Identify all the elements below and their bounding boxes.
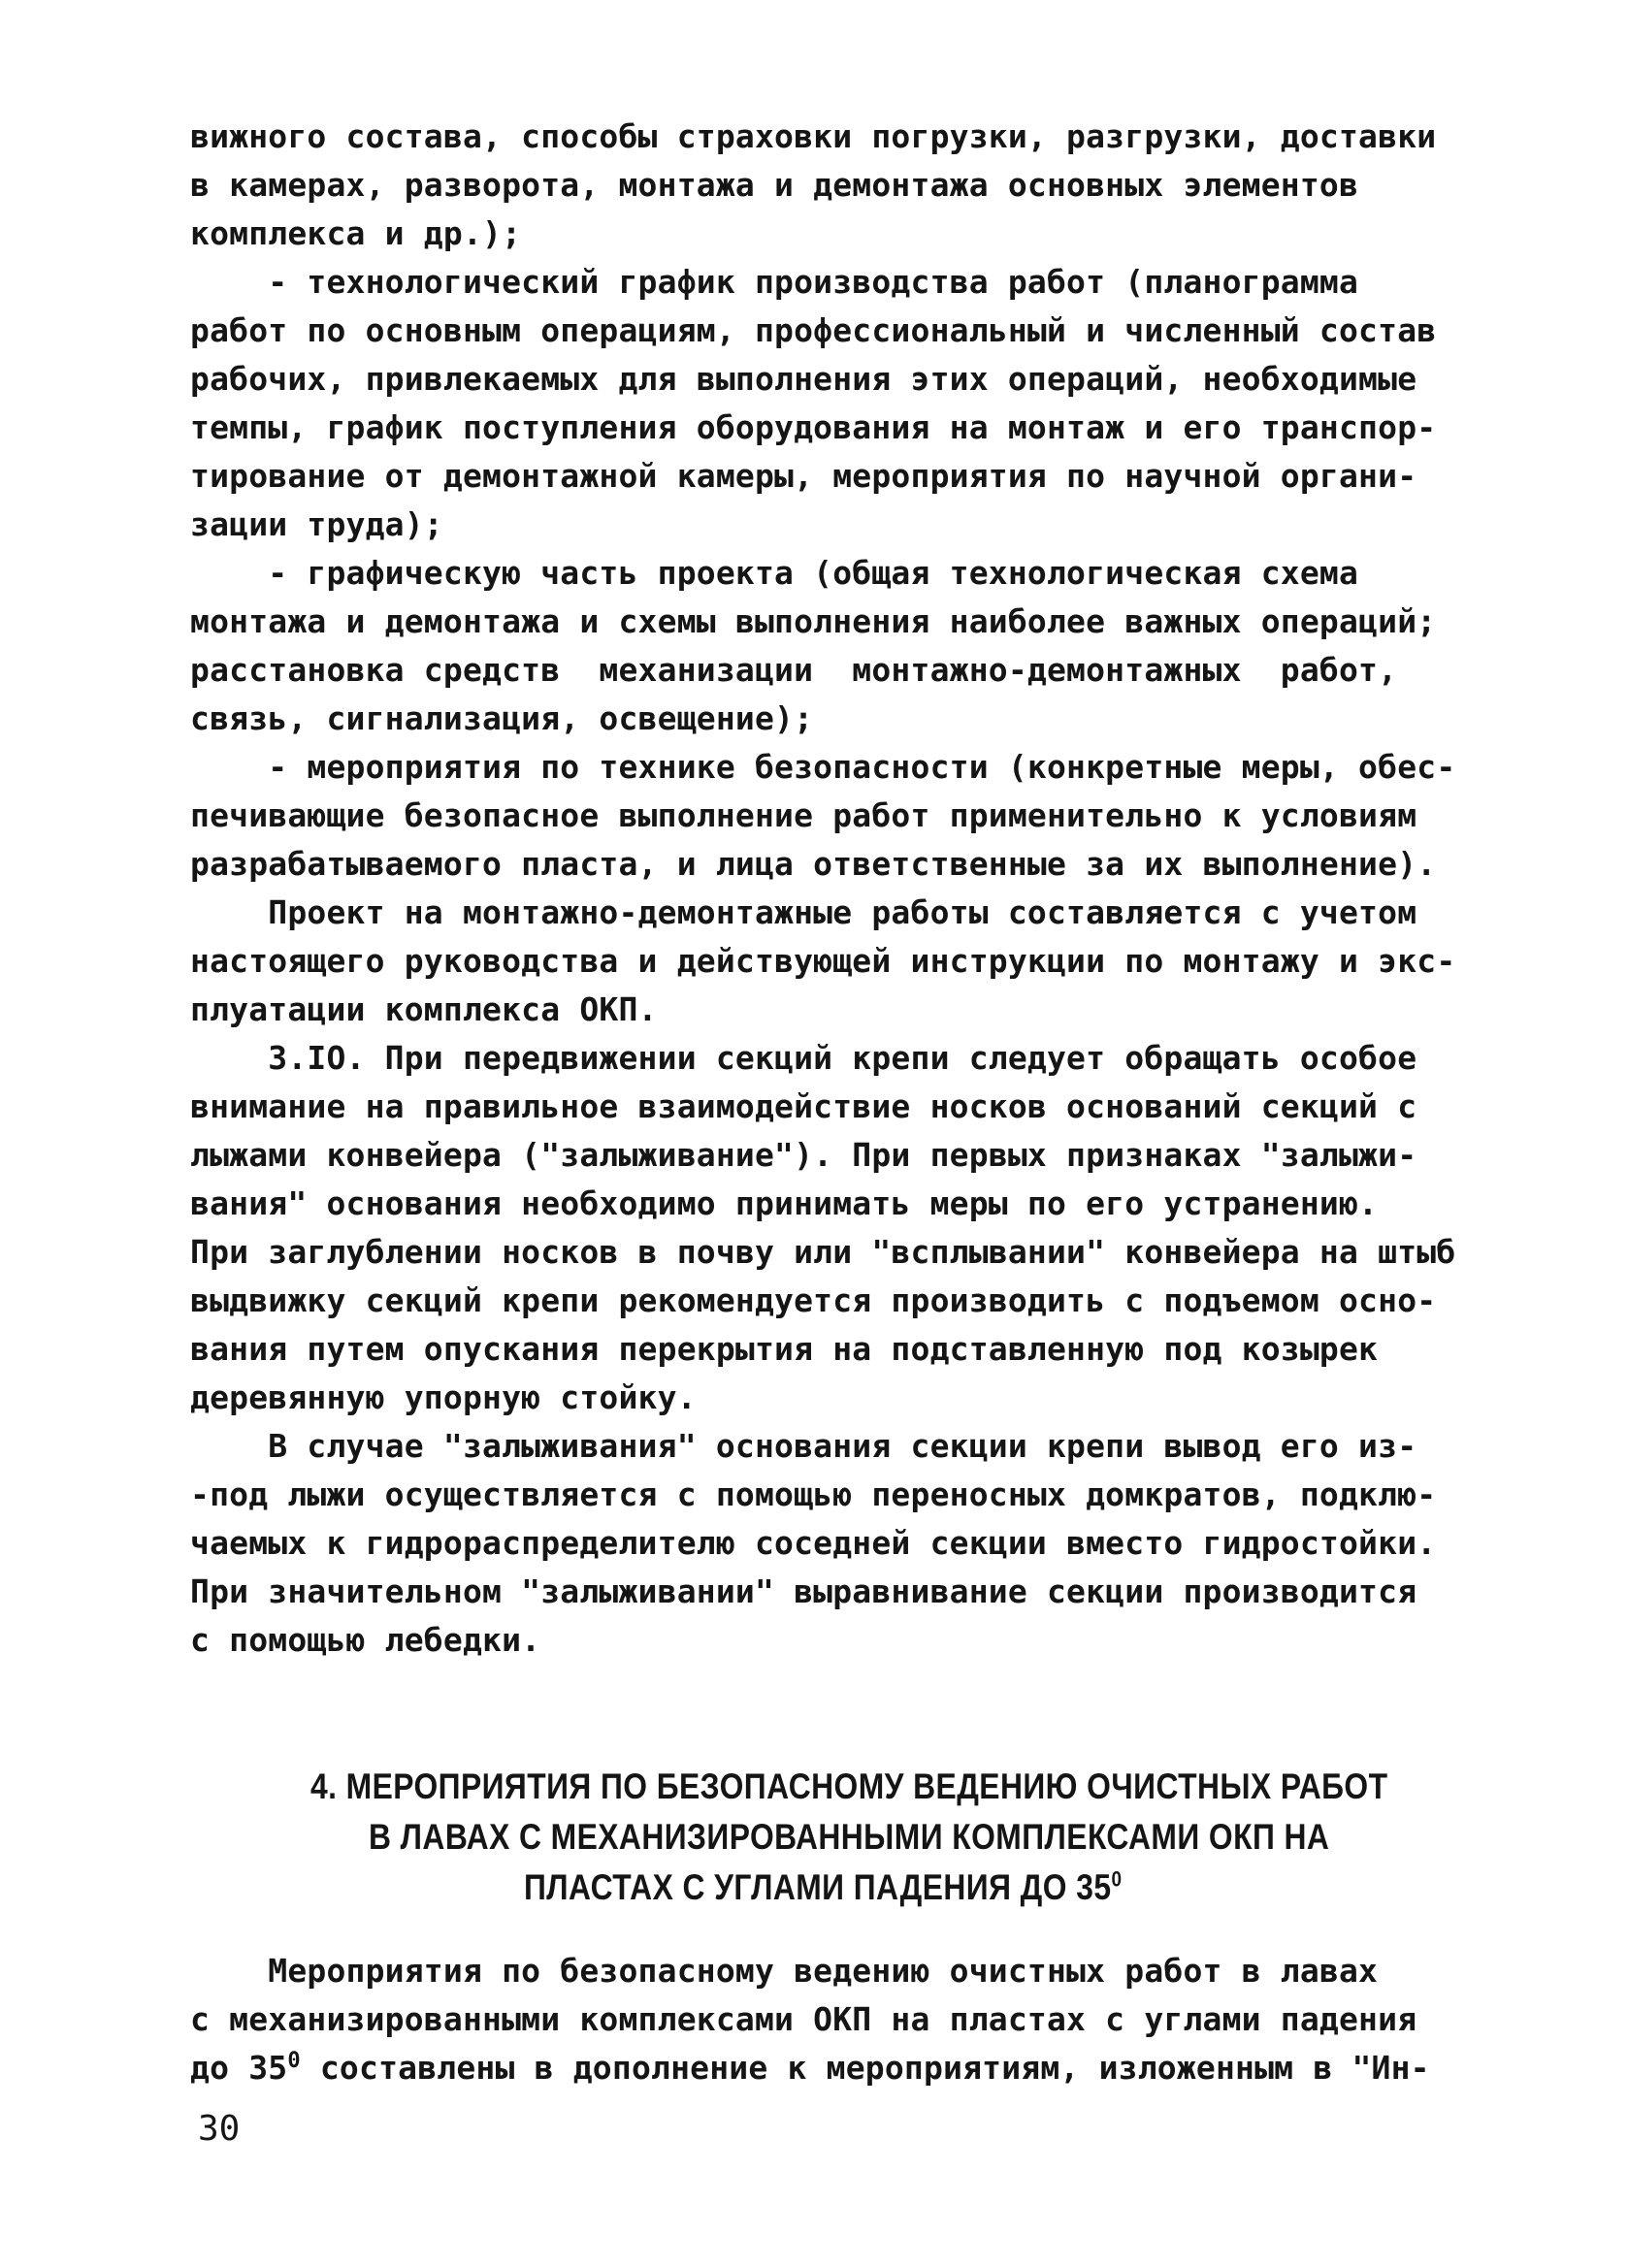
section-heading-line-2: В ЛАВАХ С МЕХАНИЗИРОВАННЫМИ КОМПЛЕКСАМИ ОКП НА [369, 1817, 1330, 1857]
text-line: зации труда); [190, 505, 443, 543]
text-line: связь, сигнализация, освещение); [190, 699, 814, 737]
text-line: Проект на монтажно-демонтажные работы составляется с учетом [190, 893, 1417, 931]
section-heading-line-3: ПЛАСТАХ С УГЛАМИ ПАДЕНИЯ ДО $35^0$ [524, 1866, 1123, 1907]
degree-superscript: 0 [287, 2049, 301, 2073]
page-number: 30 [198, 2109, 241, 2149]
text-line: выдвижку секций крепи рекомендуется производить с подъемом осно- [190, 1281, 1437, 1319]
text-line: - технологический график производства работ (планограмма [190, 263, 1359, 301]
text-line: -под лыжи осуществляется с помощью переносных домкратов, подклю- [190, 1475, 1437, 1513]
text-line: лыжами конвейера ("залыживание"). При первых признаках "залыжи- [190, 1136, 1417, 1174]
text-line: Мероприятия по безопасному ведению очистных работ в лавах [190, 1952, 1379, 1990]
text-line: монтажа и демонтажа и схемы выполнения наиболее важных операций; [190, 602, 1437, 640]
text-line: 3.IO. При передвижении секций крепи следует обращать особое [190, 1039, 1417, 1077]
text-line: печивающие безопасное выполнение работ применительно к условиям [190, 796, 1417, 834]
text-line: комплекса и др.); [190, 214, 522, 252]
text-line: разрабатываемого пласта, и лица ответственные за их выполнение). [190, 845, 1437, 883]
text-line: тирование от демонтажной камеры, мероприятия по научной органи- [190, 457, 1417, 495]
text-line: с механизированными комплексами ОКП на пластах с углами падения [190, 2000, 1417, 2038]
text-line: расстановка средств механизации монтажно-демонтажных работ, [190, 651, 1398, 689]
text-line: При значительном "залыживании" выравнивание секции производится [190, 1572, 1417, 1610]
degree-superscript: 0 [1111, 1866, 1123, 1892]
text-line: плуатации комплекса ОКП. [190, 990, 658, 1028]
text-line: до $35^0$ составлены в дополнение к мероприятиям, изложенным в "Ин- [190, 2049, 1430, 2087]
text-line: темпы, график поступления оборудования на монтаж и его транспор- [190, 408, 1437, 446]
text-line: деревянную упорную стойку. [190, 1378, 697, 1416]
text-line: настоящего руководства и действующей инструкции по монтажу и экс- [190, 942, 1456, 980]
text-line: рабочих, привлекаемых для выполнения этих операций, необходимые [190, 360, 1417, 398]
text-line: вижного состава, способы страховки погрузки, разгрузки, доставки [190, 117, 1437, 155]
text-line: При заглублении носков в почву или "всплывании" конвейера на штыб [190, 1233, 1456, 1271]
text-line: вания" основания необходимо принимать меры по его устранению. [190, 1184, 1379, 1222]
section-heading-line-1: 4. МЕРОПРИЯТИЯ ПО БЕЗОПАСНОМУ ВЕДЕНИЮ ОЧИСТНЫХ РАБОТ [310, 1766, 1388, 1806]
text-line: В случае "залыживания" основания секции крепи вывод его из- [190, 1427, 1417, 1465]
text-line: - мероприятия по технике безопасности (конкретные меры, обес- [190, 748, 1456, 786]
text-line: внимание на правильное взаимодействие носков оснований секций с [190, 1087, 1417, 1125]
text-line: работ по основным операциям, профессиональный и численный состав [190, 311, 1437, 349]
text-line: чаемых к гидрораспределителю соседней секции вместо гидростойки. [190, 1524, 1437, 1562]
text-line: с помощью лебедки. [190, 1621, 541, 1659]
text-line: в камерах, разворота, монтажа и демонтажа основных элементов [190, 166, 1359, 204]
text-line: - графическую часть проекта (общая технологическая схема [190, 554, 1359, 592]
text-line: вания путем опускания перекрытия на подставленную под козырек [190, 1330, 1379, 1368]
